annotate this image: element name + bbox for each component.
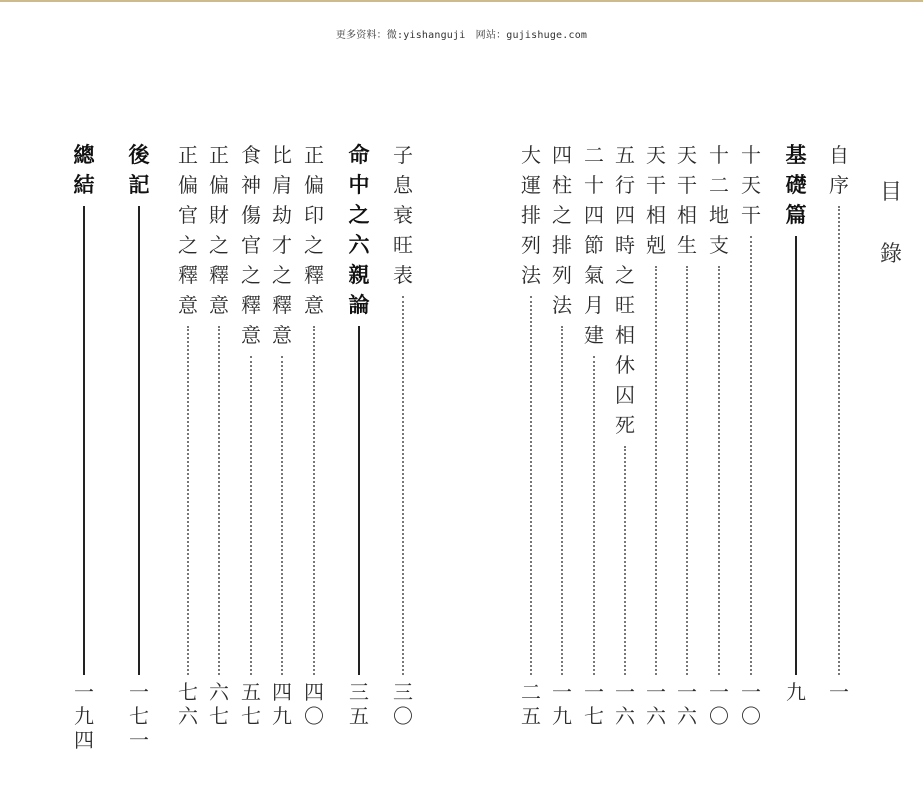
toc-entry-title <box>611 140 639 440</box>
toc-entry-shishen[interactable] <box>237 140 265 750</box>
title-char: 干 <box>741 203 761 227</box>
toc-page-number <box>611 680 639 728</box>
page-digit: 一 <box>552 680 572 704</box>
page-digit: 二 <box>521 680 541 704</box>
toc-entry-zhengpiancai[interactable] <box>205 140 233 750</box>
page-digit: 五 <box>349 704 369 728</box>
page-digit: 九 <box>272 704 292 728</box>
page-title <box>876 162 906 286</box>
title-char: 意 <box>178 293 198 317</box>
page-digit: 〇 <box>304 704 324 728</box>
toc-page-number <box>673 680 701 728</box>
page-digit: 〇 <box>709 704 729 728</box>
toc-page-number <box>205 680 233 728</box>
dot-leader <box>561 326 563 675</box>
page-digit: 七 <box>241 704 261 728</box>
title-char: 排 <box>521 203 541 227</box>
toc-page-number <box>389 680 417 728</box>
title-char: 四 <box>615 203 635 227</box>
page-digit: 九 <box>74 704 94 728</box>
title-char: 論 <box>348 292 370 317</box>
title-char: 釋 <box>304 263 324 287</box>
toc-page-number <box>268 680 296 728</box>
page-digit: 一 <box>709 680 729 704</box>
toc-entry-mingzhong[interactable] <box>345 140 373 750</box>
title-char: 正 <box>304 143 324 167</box>
dot-leader <box>686 266 688 675</box>
page-digit: 七 <box>178 680 198 704</box>
title-char: 序 <box>829 173 849 197</box>
toc-entry-shierdizhi[interactable] <box>705 140 733 750</box>
title-char: 氣 <box>584 263 604 287</box>
title-char: 相 <box>677 203 697 227</box>
toc-page-number <box>70 680 98 752</box>
title-char: 運 <box>521 173 541 197</box>
toc-page-number <box>125 680 153 752</box>
page-digit: 一 <box>646 680 666 704</box>
toc-entry-title <box>345 140 373 320</box>
title-char: 四 <box>584 203 604 227</box>
source-header: 更多资料：微:yishanguji 网站：gujishuge.com <box>335 30 588 41</box>
toc-page-number <box>345 680 373 728</box>
page-digit: 七 <box>129 704 149 728</box>
title-char: 十 <box>741 143 761 167</box>
toc-page-number <box>237 680 265 728</box>
title-char: 偏 <box>178 173 198 197</box>
page-digit: 〇 <box>741 704 761 728</box>
title-char: 比 <box>272 143 292 167</box>
page-digit: 一 <box>615 680 635 704</box>
title-char: 印 <box>304 203 324 227</box>
dot-leader <box>281 356 283 675</box>
dot-leader <box>313 326 315 675</box>
title-char: 中 <box>348 172 370 197</box>
toc-entry-title <box>268 140 296 350</box>
toc-entry-sizhu[interactable] <box>548 140 576 750</box>
title-char: 食 <box>241 143 261 167</box>
title-char: 干 <box>646 173 666 197</box>
title-char: 官 <box>241 233 261 257</box>
dot-leader <box>750 236 752 675</box>
top-border <box>0 0 923 2</box>
title-char: 法 <box>552 293 572 317</box>
title-char: 正 <box>178 143 198 167</box>
title-char: 生 <box>677 233 697 257</box>
toc-page-number <box>517 680 545 728</box>
page-digit: 五 <box>521 704 541 728</box>
dot-leader <box>838 206 840 675</box>
page-digit: 五 <box>241 680 261 704</box>
title-char: 柱 <box>552 173 572 197</box>
title-char: 釋 <box>241 293 261 317</box>
title-char: 行 <box>615 173 635 197</box>
toc-page-number <box>300 680 328 728</box>
page-digit: 六 <box>646 704 666 728</box>
title-char: 之 <box>304 233 324 257</box>
title-char: 列 <box>552 263 572 287</box>
title-char: 意 <box>304 293 324 317</box>
toc-entry-zhengpianguan[interactable] <box>174 140 202 750</box>
page-digit: 六 <box>209 680 229 704</box>
title-char: 意 <box>272 323 292 347</box>
title-char: 財 <box>209 203 229 227</box>
toc-entry-zixu[interactable] <box>825 140 853 750</box>
title-char: 肩 <box>272 173 292 197</box>
title-char: 天 <box>646 143 666 167</box>
title-char: 節 <box>584 233 604 257</box>
page-digit: 一 <box>677 680 697 704</box>
toc-entry-zhengpianyin[interactable] <box>300 140 328 750</box>
title-char: 篇 <box>785 202 807 227</box>
title-char: 十 <box>709 143 729 167</box>
toc-page-number <box>580 680 608 728</box>
title-char: 官 <box>178 203 198 227</box>
toc-entry-zongjie[interactable] <box>70 140 98 750</box>
toc-entry-title <box>70 140 98 200</box>
title-char: 相 <box>615 323 635 347</box>
title-char: 六 <box>348 232 370 257</box>
page-digit: 一 <box>74 680 94 704</box>
toc-entry-title <box>517 140 545 290</box>
title-char: 釋 <box>178 263 198 287</box>
toc-entry-title <box>174 140 202 320</box>
section-rule <box>138 206 140 675</box>
page-digit: 一 <box>741 680 761 704</box>
title-char: 死 <box>615 413 635 437</box>
page-digit: 四 <box>304 680 324 704</box>
title-char: 基 <box>785 142 807 167</box>
toc-entry-title <box>642 140 670 260</box>
toc-entry-title <box>825 140 853 200</box>
page-digit: 一 <box>129 680 149 704</box>
toc-entry-title <box>125 140 153 200</box>
title-char: 總 <box>73 142 95 167</box>
toc-entry-title <box>389 140 417 290</box>
title-char: 五 <box>615 143 635 167</box>
title-char: 親 <box>348 262 370 287</box>
title-char: 意 <box>241 323 261 347</box>
toc-entry-title <box>548 140 576 320</box>
toc-page-number <box>174 680 202 728</box>
page-title-char: 目 <box>879 180 902 205</box>
toc-page-number <box>548 680 576 728</box>
page-title-char: 錄 <box>879 242 902 267</box>
page-digit: 七 <box>584 704 604 728</box>
title-char: 才 <box>272 233 292 257</box>
page-digit: 〇 <box>393 704 413 728</box>
title-char: 天 <box>677 143 697 167</box>
page-digit: 六 <box>615 704 635 728</box>
title-char: 旺 <box>615 293 635 317</box>
title-char: 之 <box>209 233 229 257</box>
title-char: 之 <box>272 263 292 287</box>
title-char: 二 <box>709 173 729 197</box>
dot-leader <box>218 326 220 675</box>
dot-leader <box>187 326 189 675</box>
section-rule <box>795 236 797 675</box>
title-char: 休 <box>615 353 635 377</box>
title-char: 傷 <box>241 203 261 227</box>
toc-page-number <box>737 680 765 728</box>
toc-entry-ershisijieqi[interactable] <box>580 140 608 750</box>
title-char: 正 <box>209 143 229 167</box>
title-char: 四 <box>552 143 572 167</box>
toc-entry-title <box>205 140 233 320</box>
page-digit: 四 <box>272 680 292 704</box>
title-char: 神 <box>241 173 261 197</box>
dot-leader <box>655 266 657 675</box>
title-char: 之 <box>615 263 635 287</box>
page-digit: 七 <box>209 704 229 728</box>
title-char: 之 <box>348 202 370 227</box>
toc-entry-tianganxiangsheng[interactable] <box>673 140 701 750</box>
dot-leader <box>624 446 626 675</box>
title-char: 旺 <box>393 233 413 257</box>
toc-entry-jichu[interactable] <box>782 140 810 750</box>
title-char: 意 <box>209 293 229 317</box>
toc-entry-zixishuaiwang[interactable] <box>389 140 417 750</box>
page-digit: 三 <box>349 680 369 704</box>
title-char: 衰 <box>393 203 413 227</box>
page-digit: 六 <box>178 704 198 728</box>
page-digit: 九 <box>552 704 572 728</box>
dot-leader <box>250 356 252 675</box>
title-char: 月 <box>584 293 604 317</box>
toc-entry-shitiangan[interactable] <box>737 140 765 750</box>
page-digit: 一 <box>584 680 604 704</box>
title-char: 子 <box>393 143 413 167</box>
title-char: 天 <box>741 173 761 197</box>
title-char: 息 <box>393 173 413 197</box>
title-char: 結 <box>73 172 95 197</box>
section-rule <box>358 326 360 675</box>
page-digit: 一 <box>129 728 149 752</box>
title-char: 釋 <box>209 263 229 287</box>
title-char: 自 <box>829 143 849 167</box>
title-char: 釋 <box>272 293 292 317</box>
title-char: 記 <box>128 172 150 197</box>
toc-entry-title <box>580 140 608 350</box>
title-char: 二 <box>584 143 604 167</box>
page-digit: 四 <box>74 728 94 752</box>
title-char: 後 <box>128 142 150 167</box>
title-char: 偏 <box>304 173 324 197</box>
toc-entry-wuxing[interactable] <box>611 140 639 750</box>
title-char: 法 <box>521 263 541 287</box>
page-digit: 一 <box>829 680 849 704</box>
toc-entry-title <box>737 140 765 230</box>
title-char: 十 <box>584 173 604 197</box>
title-char: 支 <box>709 233 729 257</box>
toc-entry-bijian[interactable] <box>268 140 296 750</box>
toc-entry-dayun[interactable] <box>517 140 545 750</box>
toc-entry-houji[interactable] <box>125 140 153 750</box>
title-char: 地 <box>709 203 729 227</box>
toc-page-number <box>825 680 853 704</box>
toc-entry-title <box>705 140 733 260</box>
toc-entry-title <box>782 140 810 230</box>
toc-entry-title <box>673 140 701 260</box>
title-char: 表 <box>393 263 413 287</box>
title-char: 時 <box>615 233 635 257</box>
title-char: 排 <box>552 233 572 257</box>
title-char: 干 <box>677 173 697 197</box>
toc-entry-title <box>300 140 328 320</box>
toc-entry-tianganxiangke[interactable] <box>642 140 670 750</box>
dot-leader <box>718 266 720 675</box>
title-char: 列 <box>521 233 541 257</box>
title-char: 偏 <box>209 173 229 197</box>
title-char: 大 <box>521 143 541 167</box>
toc-entry-title <box>237 140 265 350</box>
toc-page-number <box>705 680 733 728</box>
title-char: 剋 <box>646 233 666 257</box>
title-char: 命 <box>348 142 370 167</box>
title-char: 建 <box>584 323 604 347</box>
title-char: 囚 <box>615 383 635 407</box>
dot-leader <box>530 296 532 675</box>
title-char: 之 <box>552 203 572 227</box>
page-digit: 三 <box>393 680 413 704</box>
title-char: 相 <box>646 203 666 227</box>
title-char: 劫 <box>272 203 292 227</box>
title-char: 礎 <box>785 172 807 197</box>
dot-leader <box>593 356 595 675</box>
toc-page-number <box>642 680 670 728</box>
dot-leader <box>402 296 404 675</box>
title-char: 之 <box>241 263 261 287</box>
page-digit: 六 <box>677 704 697 728</box>
toc-page-number <box>782 680 810 704</box>
section-rule <box>83 206 85 675</box>
page-digit: 九 <box>786 680 806 704</box>
title-char: 之 <box>178 233 198 257</box>
